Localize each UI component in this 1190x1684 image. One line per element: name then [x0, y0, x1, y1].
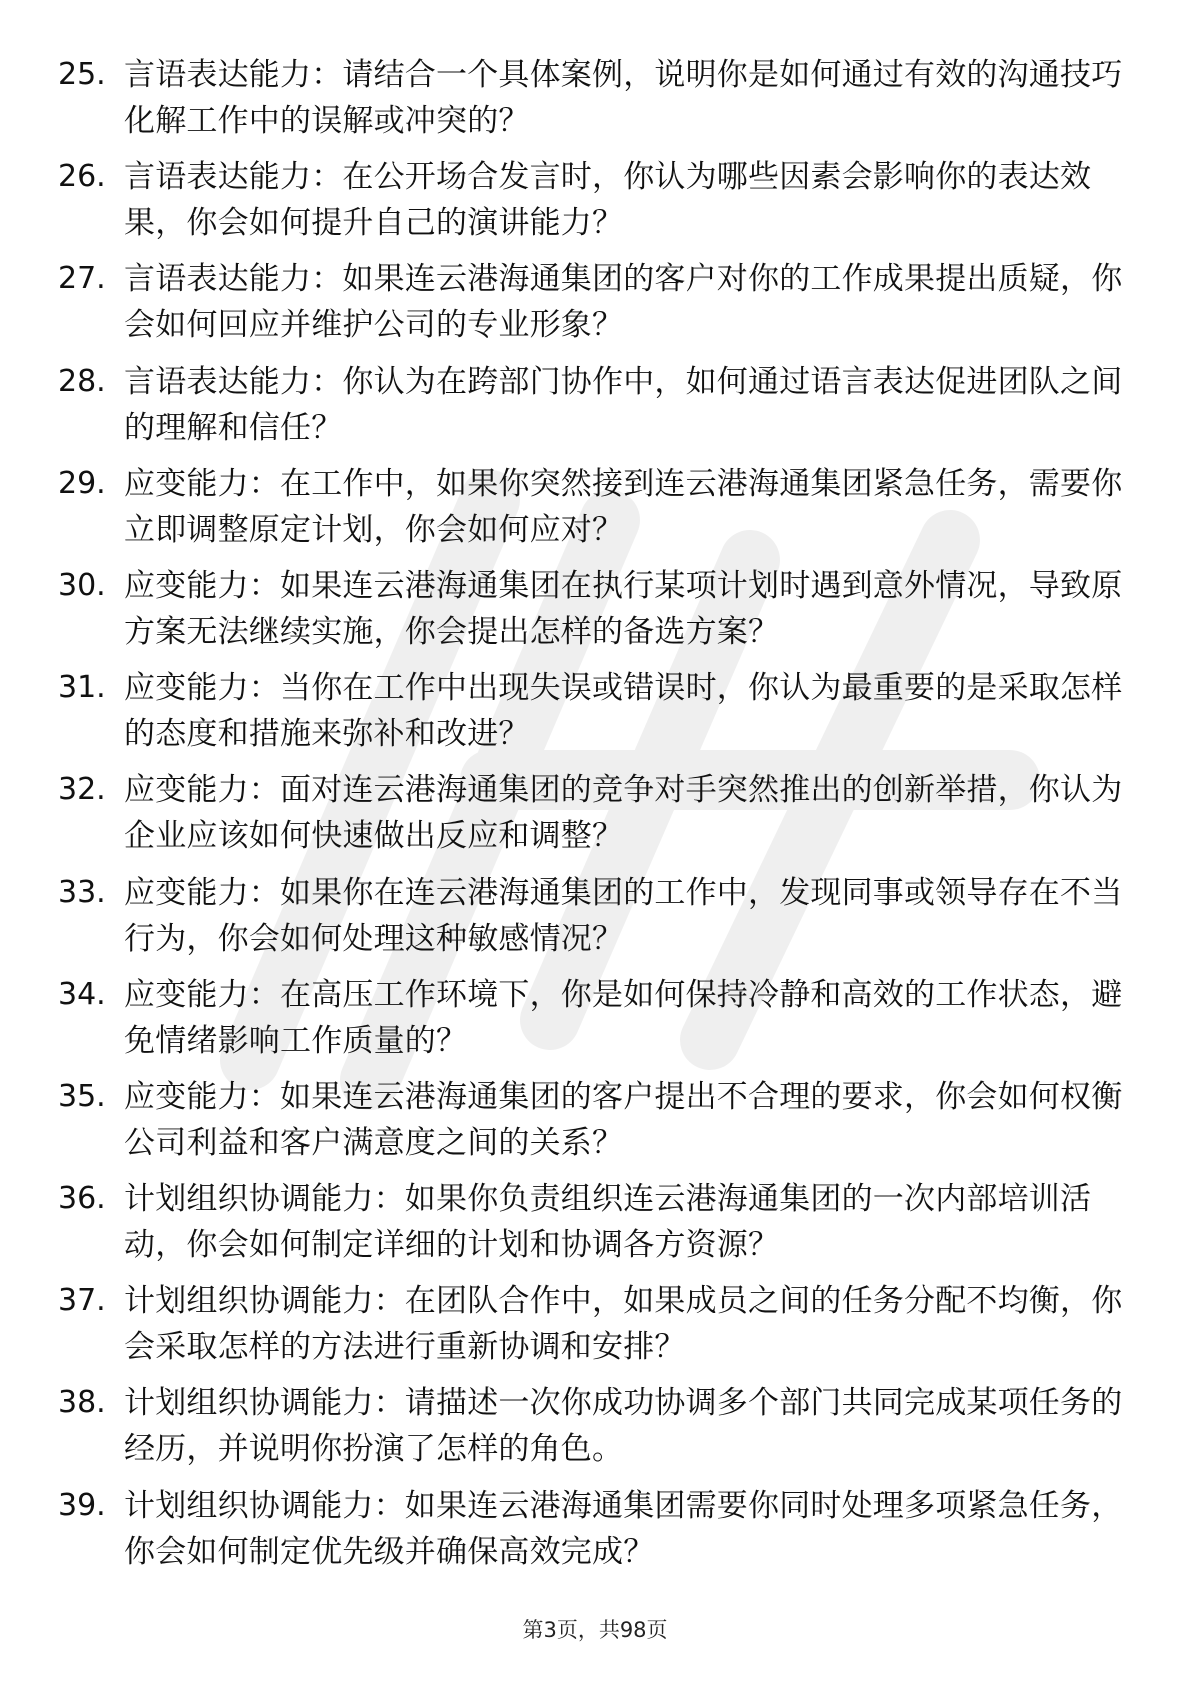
question-text: 言语表达能力：请结合一个具体案例，说明你是如何通过有效的沟通技巧化解工作中的误解或冲突的？ — [124, 57, 1123, 139]
question-number: 38. — [58, 1385, 106, 1421]
question-item — [58, 1278, 1138, 1380]
page-indicator: 第3页，共98页 — [522, 1618, 668, 1642]
question-text: 言语表达能力：你认为在跨部门协作中，如何通过语言表达促进团队之间的理解和信任？ — [124, 363, 1123, 446]
question-text: 应变能力：当你在工作中出现失误或错误时，你认为最重要的是采取怎样的态度和措施来弥补和改进？ — [124, 670, 1123, 753]
question-item — [58, 972, 1138, 1074]
question-item — [58, 461, 1138, 563]
question-number: 25. — [58, 57, 106, 92]
question-text: 计划组织协调能力：在团队合作中，如果成员之间的任务分配不均衡，你会采取怎样的方法进行重新协调和安排？ — [124, 1283, 1123, 1366]
question-item — [58, 665, 1138, 767]
question-item — [58, 870, 1138, 972]
question-number: 37. — [58, 1283, 106, 1319]
question-item — [58, 1074, 1138, 1176]
question-item — [58, 767, 1138, 869]
question-item — [58, 1380, 1138, 1482]
question-text: 计划组织协调能力：如果你负责组织连云港海通集团的一次内部培训活动，你会如何制定详细的计划和协调各方资源？ — [124, 1181, 1092, 1264]
question-text: 应变能力：在工作中，如果你突然接到连云港海通集团紧急任务，需要你立即调整原定计划，你会如何应对？ — [124, 465, 1123, 548]
question-number: 29. — [58, 465, 106, 501]
question-text: 计划组织协调能力：如果连云港海通集团需要你同时处理多项紧急任务，你会如何制定优先级并确保高效完成？ — [124, 1487, 1123, 1570]
question-text: 言语表达能力：在公开场合发言时，你认为哪些因素会影响你的表达效果，你会如何提升自己的演讲能力？ — [124, 159, 1092, 242]
question-number: 26. — [58, 159, 106, 195]
question-text: 应变能力：如果连云港海通集团在执行某项计划时遇到意外情况，导致原方案无法继续实施，你会提出怎样的备选方案？ — [124, 567, 1123, 650]
question-number: 34. — [58, 976, 106, 1012]
question-item — [58, 359, 1138, 461]
question-number: 30. — [58, 567, 106, 603]
question-number: 35. — [58, 1078, 106, 1114]
question-text: 应变能力：在高压工作环境下，你是如何保持冷静和高效的工作状态，避免情绪影响工作质量的？ — [124, 976, 1123, 1059]
question-item — [58, 1176, 1138, 1278]
question-number: 31. — [58, 670, 106, 706]
question-number: 36. — [58, 1181, 106, 1217]
question-text: 应变能力：如果连云港海通集团的客户提出不合理的要求，你会如何权衡公司利益和客户满意度之间的关系？ — [124, 1078, 1123, 1161]
question-number: 33. — [58, 874, 106, 910]
question-item — [58, 52, 1138, 154]
question-item — [58, 1483, 1138, 1585]
question-text: 应变能力：面对连云港海通集团的竞争对手突然推出的创新举措，你认为企业应该如何快速做出反应和调整？ — [124, 772, 1123, 855]
question-number: 28. — [58, 363, 106, 399]
question-item — [58, 154, 1138, 256]
question-item — [58, 256, 1138, 358]
question-text: 应变能力：如果你在连云港海通集团的工作中，发现同事或领导存在不当行为，你会如何处理这种敏感情况？ — [124, 874, 1123, 957]
question-number: 39. — [58, 1487, 106, 1523]
question-text: 言语表达能力：如果连云港海通集团的客户对你的工作成果提出质疑，你会如何回应并维护公司的专业形象？ — [124, 261, 1123, 344]
question-list — [58, 52, 1138, 1585]
question-number: 32. — [58, 772, 106, 808]
question-item — [58, 563, 1138, 665]
question-number: 27. — [58, 261, 106, 297]
question-text: 计划组织协调能力：请描述一次你成功协调多个部门共同完成某项任务的经历，并说明你扮演了怎样的角色。 — [124, 1385, 1123, 1468]
